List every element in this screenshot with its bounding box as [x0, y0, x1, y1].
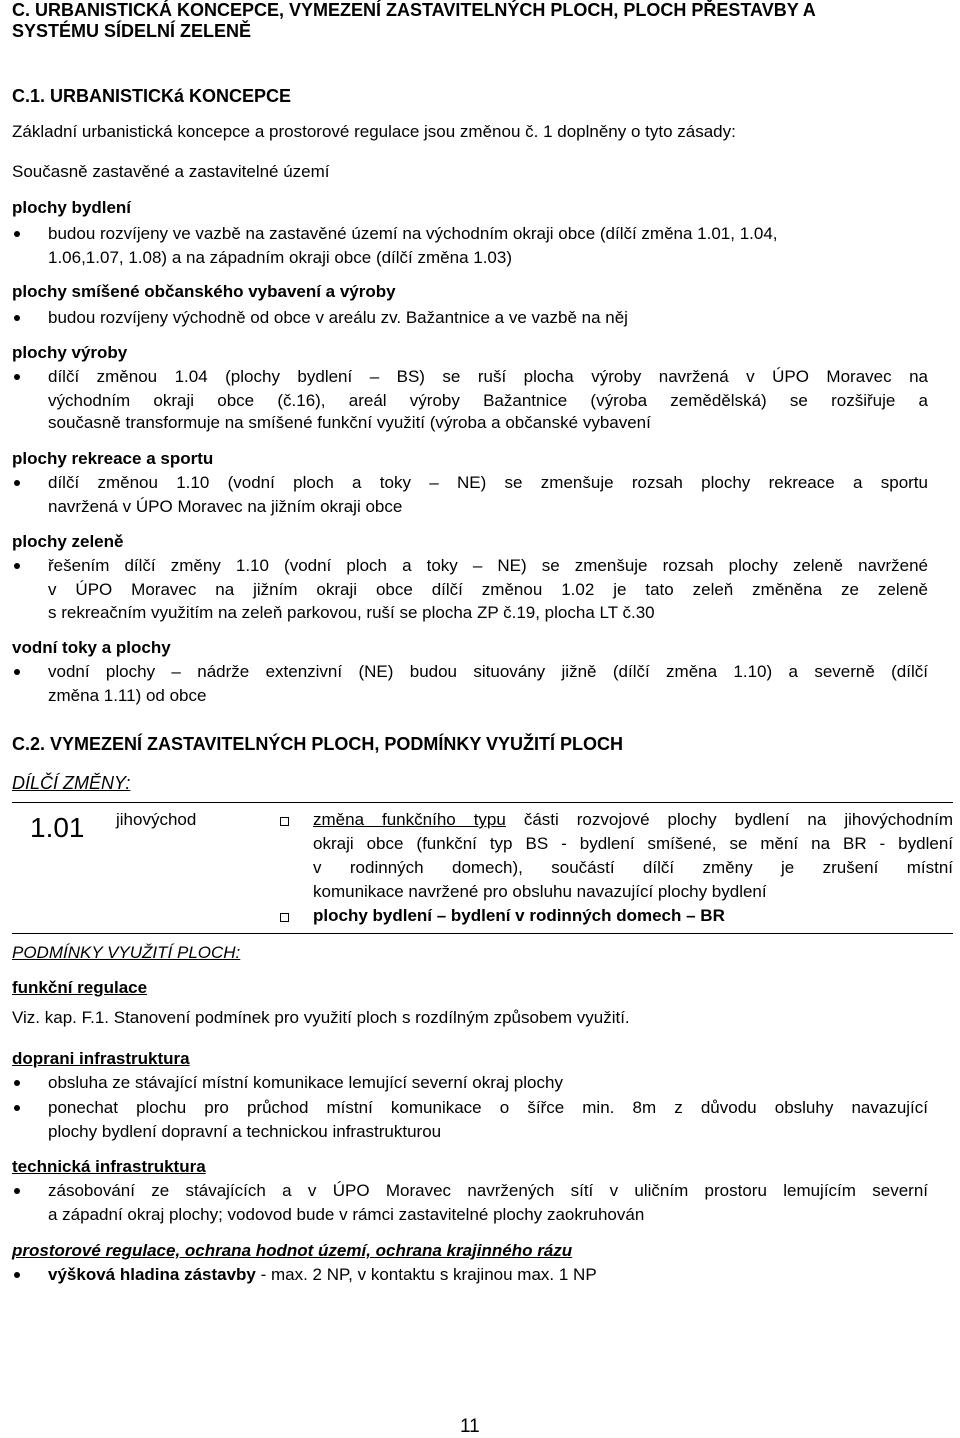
change-number: 1.01 [30, 812, 85, 843]
greenery-bullet-line3: s rekreačním využitím na zeleň parkovou, ruší se plocha ZP č.19, plocha LT č.30 [48, 603, 655, 622]
c1-subheading: Současně zastavěné a zastavitelné území [12, 162, 330, 181]
partial-changes-heading: DÍLČÍ ZMĚNY: [12, 773, 131, 793]
table-top-border [12, 802, 953, 803]
bullet [14, 1105, 20, 1111]
section-title-water: vodní toky a plochy [12, 638, 171, 657]
mixed-bullet-line1: budou rozvíjeny východně od obce v areálu zv. Bažantnice a ve vazbě na něj [48, 308, 628, 327]
section-title-greenery: plochy zeleně [12, 532, 124, 551]
bullet [14, 563, 20, 569]
change-item1-line3: v rodinných domech), součástí dílčí změny je zrušení místní [313, 858, 953, 877]
functional-regulation-title: funkční regulace [12, 978, 148, 997]
spatial-bullet [48, 1265, 597, 1285]
greenery-bullet-line1: řešením dílčí změny 1.10 (vodní ploch a toky – NE) se zmenšuje rozsah plochy zeleně navržené [48, 556, 928, 575]
table-bottom-border [12, 933, 953, 934]
spatial-bullet-rest: - max. 2 NP, v kontaktu s krajinou max. 1 NP [255, 1265, 597, 1284]
production-bullet-line1: dílčí změnou 1.04 (plochy bydlení – BS) se ruší plocha výroby navržená v ÚPO Moravec na [48, 367, 928, 386]
bullet [14, 669, 20, 675]
greenery-bullet-line2: v ÚPO Moravec na jižním okraji obce dílčí změnou 1.02 je tato zeleň změněna ze zeleně [48, 580, 928, 599]
change-location: jihovýchod [116, 810, 197, 829]
bullet [14, 480, 20, 486]
conditions-heading: PODMÍNKY VYUŽITÍ PLOCH: [12, 943, 241, 962]
water-bullet-line1: vodní plochy – nádrže extenzivní (NE) budou situovány jižně (dílčí změna 1.10) a severně (dílčí [48, 662, 928, 681]
section-title-recreation: plochy rekreace a sportu [12, 449, 214, 468]
housing-bullet-line2: 1.06,1.07, 1.08) a na západním okraji obce (dílčí změna 1.03) [48, 248, 512, 267]
checkbox-square-icon [280, 913, 289, 922]
checkbox-square-icon [280, 817, 289, 826]
change-item1-line1 [313, 810, 953, 830]
change-item1-line2: okraji obce (funkční typ BS - bydlení smíšené, se mění na BR - bydlení [313, 834, 953, 853]
production-bullet-line3: současně transformuje na smíšené funkční využití (výroba a občanské vybavení [48, 413, 651, 432]
technical-bullet-line2: a západní okraj plochy; vodovod bude v rámci zastavitelné plochy zaokruhován [48, 1205, 645, 1224]
spatial-bullet-bold: výšková hladina zástavby [48, 1265, 256, 1284]
change-item1-lead: změna funkčního typu [313, 810, 506, 829]
functional-regulation-text: Viz. kap. F.1. Stanovení podmínek pro využití ploch s rozdílným způsobem využití. [12, 1008, 630, 1027]
change-item1-rest: části rozvojové plochy bydlení na jihovýchodním [505, 810, 953, 829]
bullet [14, 315, 20, 321]
bullet [14, 1080, 20, 1086]
bullet [14, 231, 20, 237]
chapter-title-line2: SYSTÉMU SÍDELNÍ ZELENĚ [12, 21, 252, 41]
housing-bullet-line1: budou rozvíjeny ve vazbě na zastavěné území na východním okraji obce (dílčí změna 1.01, 1.04, [48, 224, 778, 243]
section-c2-heading: C.2. VYMEZENÍ ZASTAVITELNÝCH PLOCH, PODMÍNKY VYUŽITÍ PLOCH [12, 734, 624, 754]
transport-bullet2-line2: plochy bydlení dopravní a technickou infrastrukturou [48, 1122, 442, 1141]
section-c1-heading: C.1. URBANISTICKá KONCEPCE [12, 86, 292, 106]
chapter-title-line1: C. URBANISTICKÁ KONCEPCE, VYMEZENÍ ZASTAVITELNÝCH PLOCH, PLOCH PŘESTAVBY A [12, 0, 816, 20]
recreation-bullet-line2: navržená v ÚPO Moravec na jižním okraji obce [48, 497, 403, 516]
section-title-mixed: plochy smíšené občanského vybavení a výroby [12, 282, 396, 301]
technical-bullet-line1: zásobování ze stávajících a v ÚPO Moravec navržených sítí v uličním prostoru lemujícím severní [48, 1181, 928, 1200]
technical-title: technická infrastruktura [12, 1157, 206, 1176]
recreation-bullet-line1: dílčí změnou 1.10 (vodní ploch a toky – NE) se zmenšuje rozsah plochy rekreace a sportu [48, 473, 928, 492]
transport-bullet1: obsluha ze stávající místní komunikace lemující severní okraj plochy [48, 1073, 563, 1092]
c1-intro: Základní urbanistická koncepce a prostorové regulace jsou změnou č. 1 doplněny o tyto zásady: [12, 122, 736, 141]
page-number: 11 [460, 1416, 480, 1437]
water-bullet-line2: změna 1.11) od obce [48, 686, 207, 705]
section-title-production: plochy výroby [12, 343, 128, 362]
bullet [14, 1272, 20, 1278]
production-bullet-line2: východním okraji obce (č.16), areál výroby Bažantnice (výroba zemědělská) se rozšiřuje a [48, 391, 928, 410]
change-item1-line4: komunikace navržené pro obsluhu navazující plochy bydlení [313, 882, 767, 901]
bullet [14, 1188, 20, 1194]
transport-bullet2-line1: ponechat plochu pro průchod místní komunikace o šířce min. 8m z důvodu obsluhy navazující [48, 1098, 928, 1117]
bullet [14, 374, 20, 380]
spatial-regulation-title: prostorové regulace, ochrana hodnot území, ochrana krajinného rázu [12, 1241, 573, 1260]
section-title-housing: plochy bydlení [12, 198, 132, 217]
change-item2: plochy bydlení – bydlení v rodinných domech – BR [313, 906, 725, 925]
transport-title: doprani infrastruktura [12, 1049, 190, 1068]
